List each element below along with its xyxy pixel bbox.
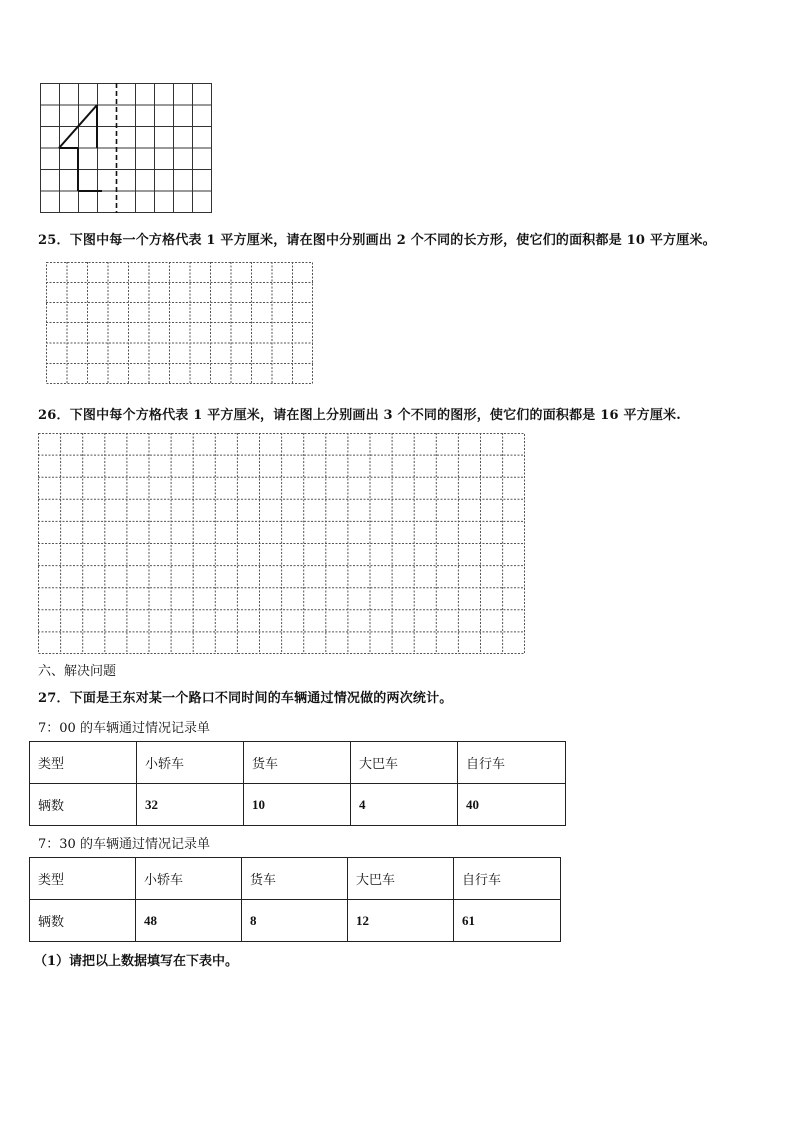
table-cell: 40 xyxy=(458,784,566,826)
table-cell: 61 xyxy=(454,900,561,942)
table-header-cell: 自行车 xyxy=(454,858,561,900)
question-26 xyxy=(38,404,681,423)
vehicle-table-700 xyxy=(29,741,566,826)
question-27-subquestion-1: （1）请把以上数据填写在下表中。 xyxy=(34,954,239,969)
grid-10-sq-cm xyxy=(46,262,316,386)
table-row-label: 辆数 xyxy=(30,900,136,942)
table-header-cell: 小轿车 xyxy=(136,858,242,900)
table-header-cell: 大巴车 xyxy=(348,858,454,900)
question-25-text: 下图中每一个方格代表 1 平方厘米，请在图中分别画出 2 个不同的长方形，使它们的面积都是 10 平方厘米。 xyxy=(69,233,716,248)
question-27-text: 下面是王东对某一个路口不同时间的车辆通过情况做的两次统计。 xyxy=(69,691,453,706)
section-6-title: 六、解决问题 xyxy=(38,664,117,679)
table-row xyxy=(30,900,561,942)
table-header-cell: 货车 xyxy=(244,742,351,784)
question-27-number: 27． xyxy=(38,691,70,706)
table-row xyxy=(30,858,561,900)
table-header-cell: 大巴车 xyxy=(351,742,458,784)
table-header-cell: 类型 xyxy=(30,858,136,900)
table-header-cell: 小轿车 xyxy=(137,742,244,784)
table-cell: 12 xyxy=(348,900,454,942)
question-27 xyxy=(38,687,453,706)
question-26-number: 26． xyxy=(38,408,70,423)
table-cell: 32 xyxy=(137,784,244,826)
vehicle-table-730 xyxy=(29,857,561,942)
table-header-cell: 自行车 xyxy=(458,742,566,784)
question-25-number: 25． xyxy=(38,233,70,248)
table-row xyxy=(30,742,566,784)
table-2-caption: 7：30 的车辆通过情况记录单 xyxy=(38,837,210,852)
table-cell: 8 xyxy=(242,900,348,942)
symmetry-grid-figure xyxy=(40,83,215,215)
table-cell: 48 xyxy=(136,900,242,942)
table-cell: 10 xyxy=(244,784,351,826)
question-25 xyxy=(38,229,716,248)
grid-16-sq-cm xyxy=(38,433,528,657)
table-header-cell: 类型 xyxy=(30,742,137,784)
table-row-label: 辆数 xyxy=(30,784,137,826)
table-cell: 4 xyxy=(351,784,458,826)
table-1-caption: 7：00 的车辆通过情况记录单 xyxy=(38,721,210,736)
table-row xyxy=(30,784,566,826)
question-26-text: 下图中每个方格代表 1 平方厘米，请在图上分别画出 3 个不同的图形，使它们的面积都是 16 平方厘米. xyxy=(69,408,681,423)
table-header-cell: 货车 xyxy=(242,858,348,900)
